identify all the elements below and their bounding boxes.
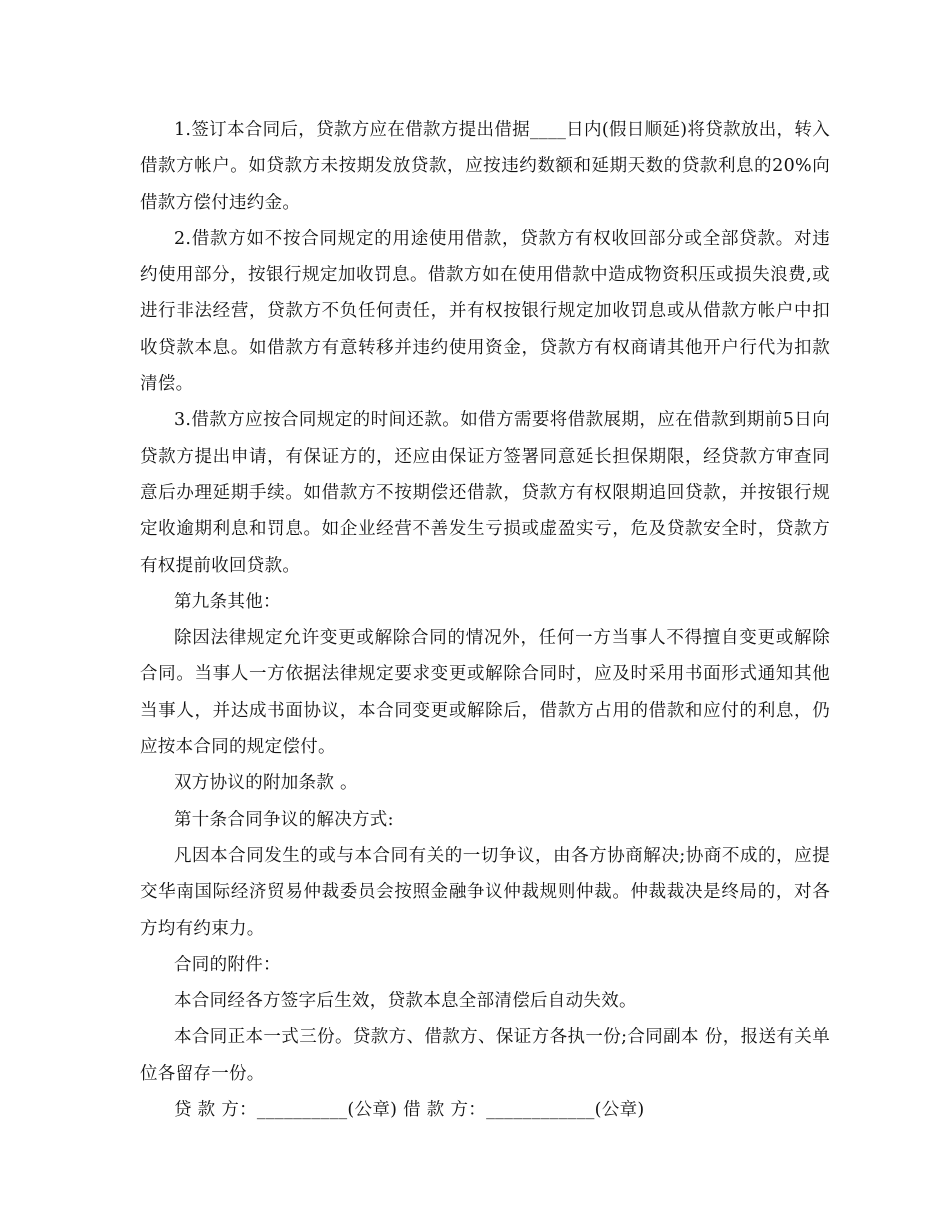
contract-body bbox=[140, 112, 830, 1128]
effectiveness-clause: 本合同经各方签字后生效，贷款本息全部清偿后自动失效。 bbox=[174, 991, 637, 1012]
attachments-heading: 合同的附件： bbox=[174, 954, 281, 975]
copies-clause: 本合同正本一式三份。贷款方、借款方、保证方各执一份;合同副本 份，报送有关单位各留存一份。 bbox=[140, 1027, 830, 1084]
supplementary-terms: 双方协议的附加条款 。 bbox=[174, 773, 358, 794]
signature-line: 贷 款 方：__________(公章) 借 款 方：____________(公章) bbox=[174, 1100, 645, 1121]
clause-2-misuse-of-loan: 2.借款方如不按合同规定的用途使用借款，贷款方有权收回部分或全部贷款。对违约使用部分，按银行规定加收罚息。借款方如在使用借款中造成物资积压或损失浪费,或进行非法经营，贷款方不负任何责任，并有权按银行规定加收罚息或从借款方帐户中扣收贷款本息。如借款方有意转移并违约使用资金，贷款方有权商请其他开户行代为扣款清偿。 bbox=[140, 228, 830, 395]
clause-3-repayment: 3.借款方应按合同规定的时间还款。如借方需要将借款展期，应在借款到期前5日向贷款方提出申请，有保证方的，还应由保证方签署同意延长担保期限，经贷款方审查同意后办理延期手续。如借款方不按期偿还借款，贷款方有权限期追回贷款，并按银行规定收逾期利息和罚息。如企业经营不善发生亏损或虚盈实亏，危及贷款安全时，贷款方有权提前收回贷款。 bbox=[140, 410, 830, 576]
article-9-text: 除因法律规定允许变更或解除合同的情况外，任何一方当事人不得擅自变更或解除合同。当事人一方依据法律规定要求变更或解除合同时，应及时采用书面形式通知其他当事人，并达成书面协议，本合同变更或解除后，借款方占用的借款和应付的利息，仍应按本合同的规定偿付。 bbox=[140, 628, 830, 758]
clause-1-loan-disbursement: 1.签订本合同后，贷款方应在借款方提出借据____日内(假日顺延)将贷款放出，转入借款方帐户。如贷款方未按期发放贷款，应按违约数额和延期天数的贷款利息的20%向借款方偿付违约金。 bbox=[140, 120, 830, 213]
article-10-text: 凡因本合同发生的或与本合同有关的一切争议，由各方协商解决;协商不成的，应提交华南国际经济贸易仲裁委员会按照金融争议仲裁规则仲裁。仲裁裁决是终局的，对各方均有约束力。 bbox=[140, 845, 830, 939]
article-10-heading: 第十条合同争议的解决方式: bbox=[174, 809, 394, 830]
article-9-heading: 第九条其他： bbox=[174, 591, 281, 612]
